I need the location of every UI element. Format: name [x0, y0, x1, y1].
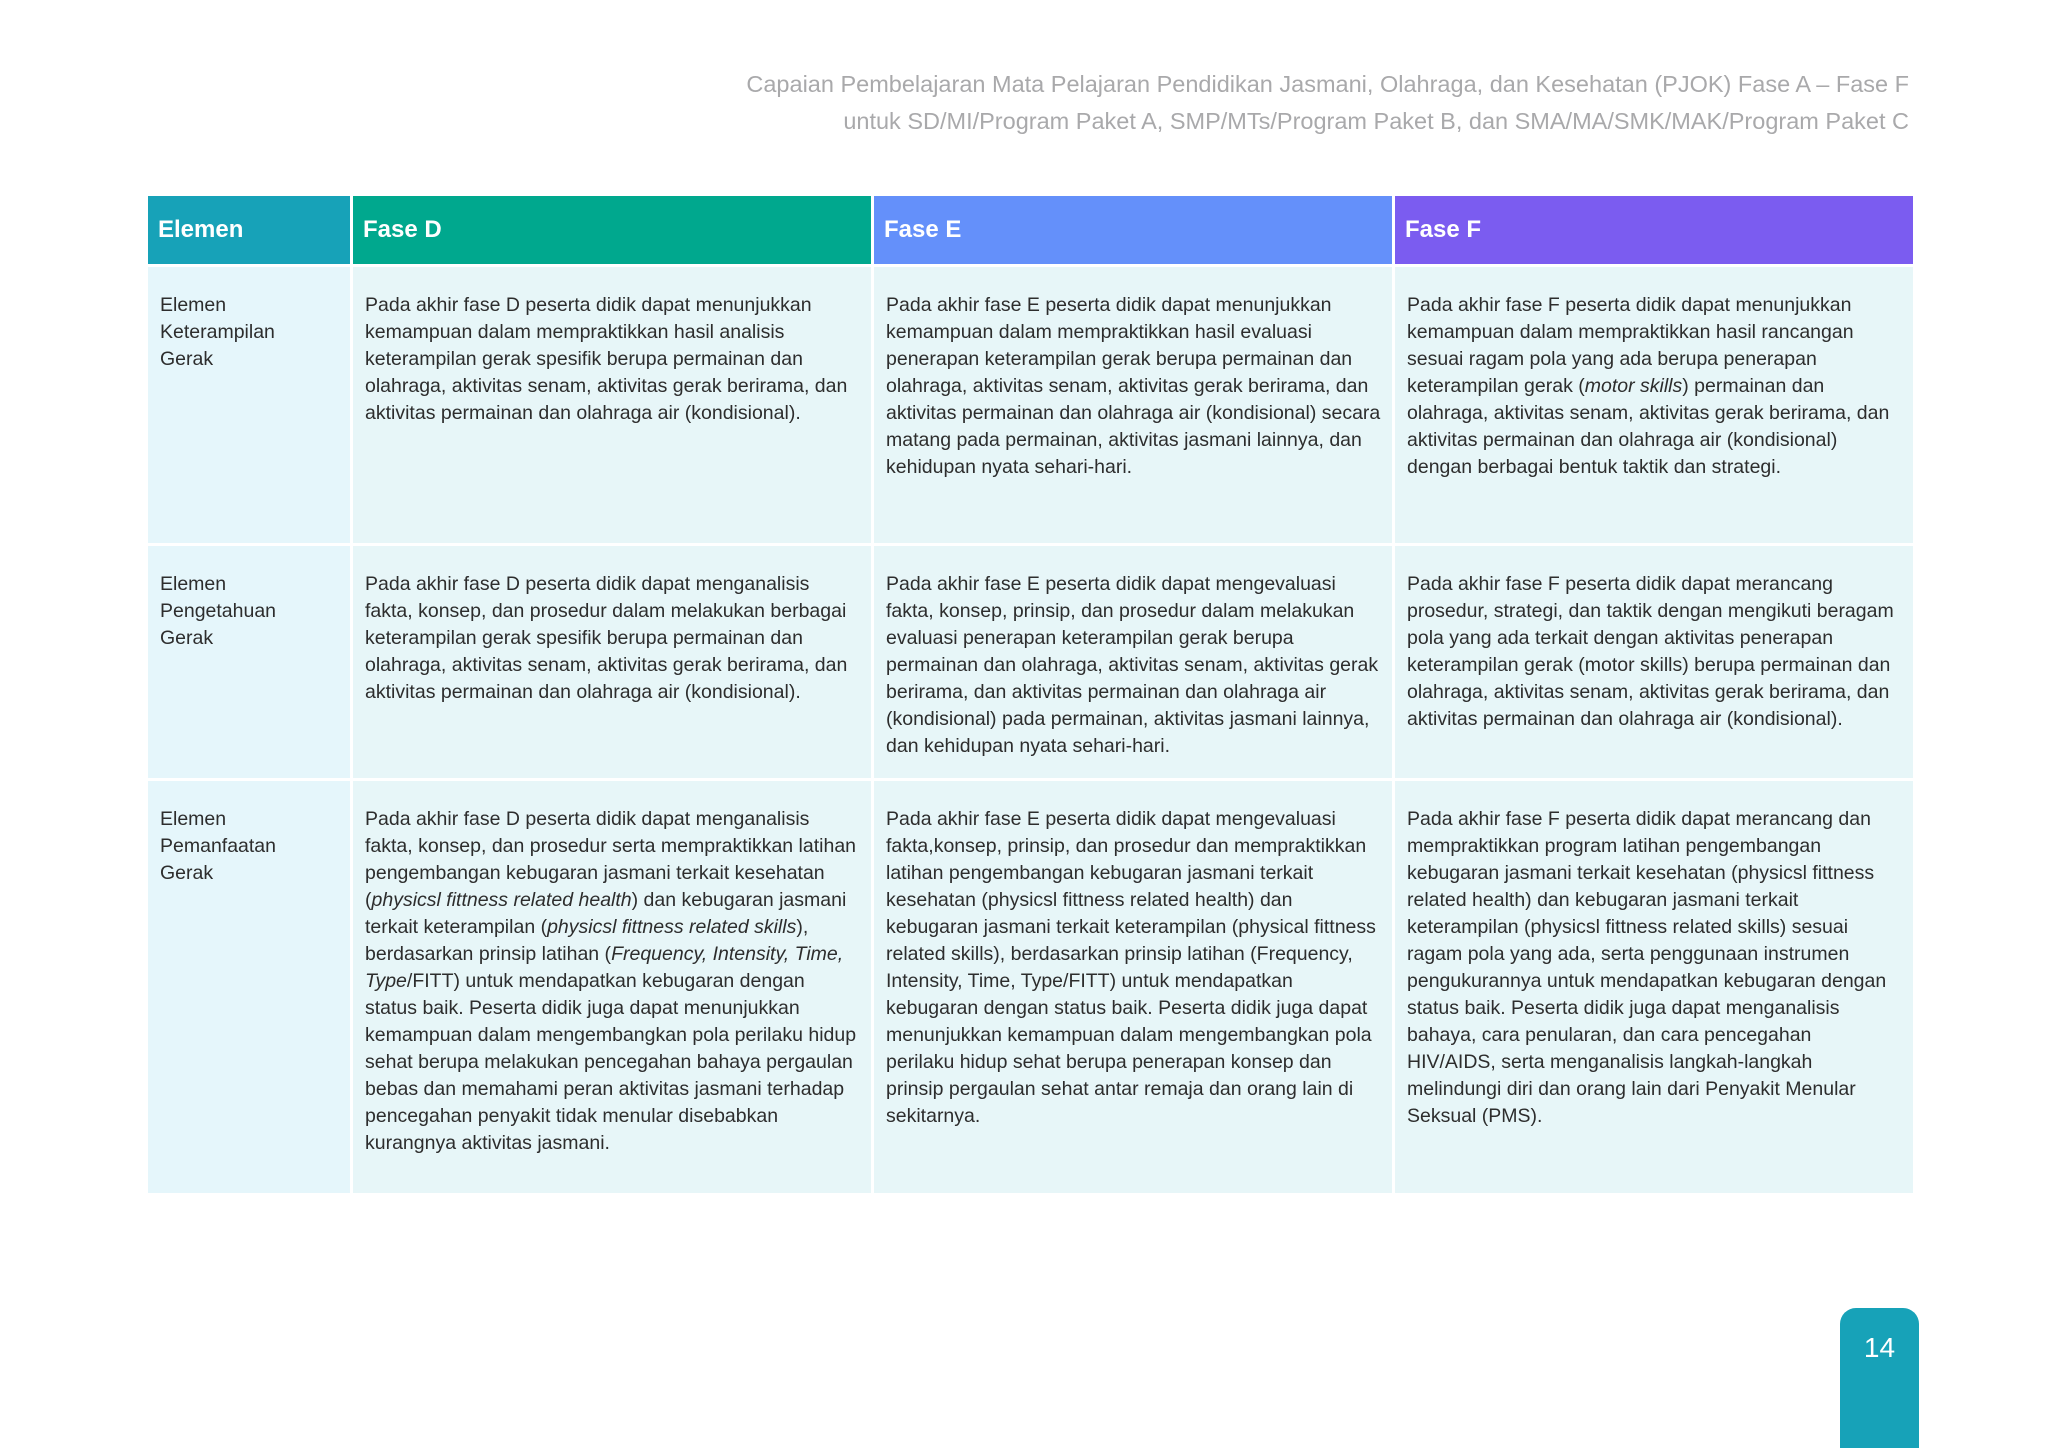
fase-d-cell: Pada akhir fase D peserta didik dapat menganalisis fakta, konsep, dan prosedur dalam melakukan berbagai keterampilan gerak spesifik berupa permainan dan olahraga, aktivitas senam, aktivitas gerak berirama, dan aktivitas permainan dan olahraga air (kondisional).: [353, 546, 871, 778]
fase-d-italic-text: physicsl fittness related skills: [547, 916, 797, 938]
column-header-fase-f: Fase F: [1395, 196, 1913, 264]
table-row: [148, 781, 1913, 1193]
elemen-label: Gerak: [160, 348, 214, 370]
column-header-fase-e: Fase E: [874, 196, 1392, 264]
fase-d-cell: [353, 781, 871, 1193]
elemen-label: Gerak: [160, 862, 214, 884]
fase-f-text: ) permainan dan olahraga, aktivitas senam, aktivitas gerak berirama, dan aktivitas permainan dan olahraga air (kondisional) dengan berbagai bentuk taktik dan strategi.: [1407, 375, 1890, 478]
elemen-name-cell: [148, 267, 350, 543]
fase-d-cell: Pada akhir fase D peserta didik dapat menunjukkan kemampuan dalam mempraktikkan hasil analisis keterampilan gerak spesifik berupa permainan dan olahraga, aktivitas senam, aktivitas gerak berirama, dan aktivitas permainan dan olahraga air (kondisional).: [353, 267, 871, 543]
fase-e-cell: Pada akhir fase E peserta didik dapat menunjukkan kemampuan dalam mempraktikkan hasil evaluasi penerapan keterampilan gerak berupa permainan dan olahraga, aktivitas senam, aktivitas gerak berirama, dan aktivitas permainan dan olahraga air (kondisional) secara matang pada permainan, aktivitas jasmani lainnya, dan kehidupan nyata sehari-hari.: [874, 267, 1392, 543]
elemen-label: Elemen: [160, 573, 227, 595]
fase-d-text: /FITT) untuk mendapatkan kebugaran dengan status baik. Peserta didik juga dapat menunjukkan kemampuan dalam mengembangkan pola perilaku hidup sehat berupa melakukan pencegahan bahaya pergaulan bebas dan memahami peran aktivitas jasmani terhadap pencegahan penyakit tidak menular disebabkan kurangnya aktivitas jasmani.: [365, 970, 857, 1154]
fase-d-italic-text: physicsl fittness related health: [371, 889, 632, 911]
elemen-label: Elemen: [160, 808, 227, 830]
table-row: [148, 267, 1913, 543]
elemen-label: Pemanfaatan: [160, 835, 277, 857]
running-header-line-2: untuk SD/MI/Program Paket A, SMP/MTs/Program Paket B, dan SMA/MA/SMK/MAK/Program Paket C: [843, 108, 1909, 134]
fase-e-cell: Pada akhir fase E peserta didik dapat mengevaluasi fakta,konsep, prinsip, dan prosedur dan mempraktikkan latihan pengembangan kebugaran jasmani terkait kesehatan (physicsl fittness related health) dan kebugaran jasmani terkait keterampilan (physical fittness related skills), berdasarkan prinsip latihan (Frequency, Intensity, Time, Type/FITT) untuk mendapatkan kebugaran dengan status baik. Peserta didik juga dapat menunjukkan kemampuan dalam mengembangkan pola perilaku hidup sehat berupa penerapan konsep dan prinsip pergaulan sehat antar remaja dan orang lain di sekitarnya.: [874, 781, 1392, 1193]
fase-e-cell: Pada akhir fase E peserta didik dapat mengevaluasi fakta, konsep, prinsip, dan prosedur dalam melakukan evaluasi penerapan keterampilan gerak berupa permainan dan olahraga, aktivitas senam, aktivitas gerak berirama, dan aktivitas permainan dan olahraga air (kondisional) pada permainan, aktivitas jasmani lainnya, dan kehidupan nyata sehari-hari.: [874, 546, 1392, 778]
table-row: [148, 546, 1913, 778]
fase-d-text: Pada akhir fase D peserta didik dapat menganalisis fakta, konsep, dan prosedur serta mempraktikkan latihan pengembangan kebugaran jasmani terkait kesehatan (: [365, 808, 857, 911]
page-number-tab: [1840, 1308, 1919, 1448]
capaian-pembelajaran-table: [145, 193, 1916, 1196]
table-header-row: [148, 196, 1913, 264]
fase-f-cell: Pada akhir fase F peserta didik dapat merancang prosedur, strategi, dan taktik dengan mengikuti beragam pola yang ada terkait dengan aktivitas penerapan keterampilan gerak (motor skills) berupa permainan dan olahraga, aktivitas senam, aktivitas gerak berirama, dan aktivitas permainan dan olahraga air (kondisional).: [1395, 546, 1913, 778]
elemen-name-cell: [148, 546, 350, 778]
fase-f-cell: [1395, 267, 1913, 543]
fase-d-italic-text: Frequency, Intensity, Time, Type: [365, 943, 844, 992]
fase-d-text: ) dan kebugaran jasmani terkait keterampilan (: [365, 889, 847, 938]
running-header-line-1: Capaian Pembelajaran Mata Pelajaran Pendidikan Jasmani, Olahraga, dan Kesehatan (PJOK) Fase A – Fase F: [746, 71, 1909, 97]
elemen-label: Pengetahuan: [160, 600, 277, 622]
fase-d-text: ), berdasarkan prinsip latihan (: [365, 916, 809, 965]
page-number: 14: [1863, 1332, 1896, 1363]
column-header-elemen: Elemen: [148, 196, 350, 264]
running-header: [509, 66, 1909, 140]
elemen-name-cell: [148, 781, 350, 1193]
elemen-label: Gerak: [160, 627, 214, 649]
fase-f-italic-text: motor skills: [1584, 375, 1683, 397]
fase-f-text: Pada akhir fase F peserta didik dapat menunjukkan kemampuan dalam mempraktikkan hasil rancangan sesuai ragam pola yang ada berupa penerapan keterampilan gerak (: [1407, 294, 1854, 397]
fase-f-cell: Pada akhir fase F peserta didik dapat merancang dan mempraktikkan program latihan pengembangan kebugaran jasmani terkait kesehatan (physicsl fittness related health) dan kebugaran jasmani terkait keterampilan (physicsl fittness related skills) sesuai ragam pola yang ada, serta penggunaan instrumen pengukurannya untuk mendapatkan kebugaran dengan status baik. Peserta didik juga dapat menganalisis bahaya, cara penularan, dan cara pencegahan HIV/AIDS, serta menganalisis langkah-langkah melindungi diri dan orang lain dari Penyakit Menular Seksual (PMS).: [1395, 781, 1913, 1193]
elemen-label: Elemen: [160, 294, 227, 316]
elemen-label: Keterampilan: [160, 321, 275, 343]
column-header-fase-d: Fase D: [353, 196, 871, 264]
